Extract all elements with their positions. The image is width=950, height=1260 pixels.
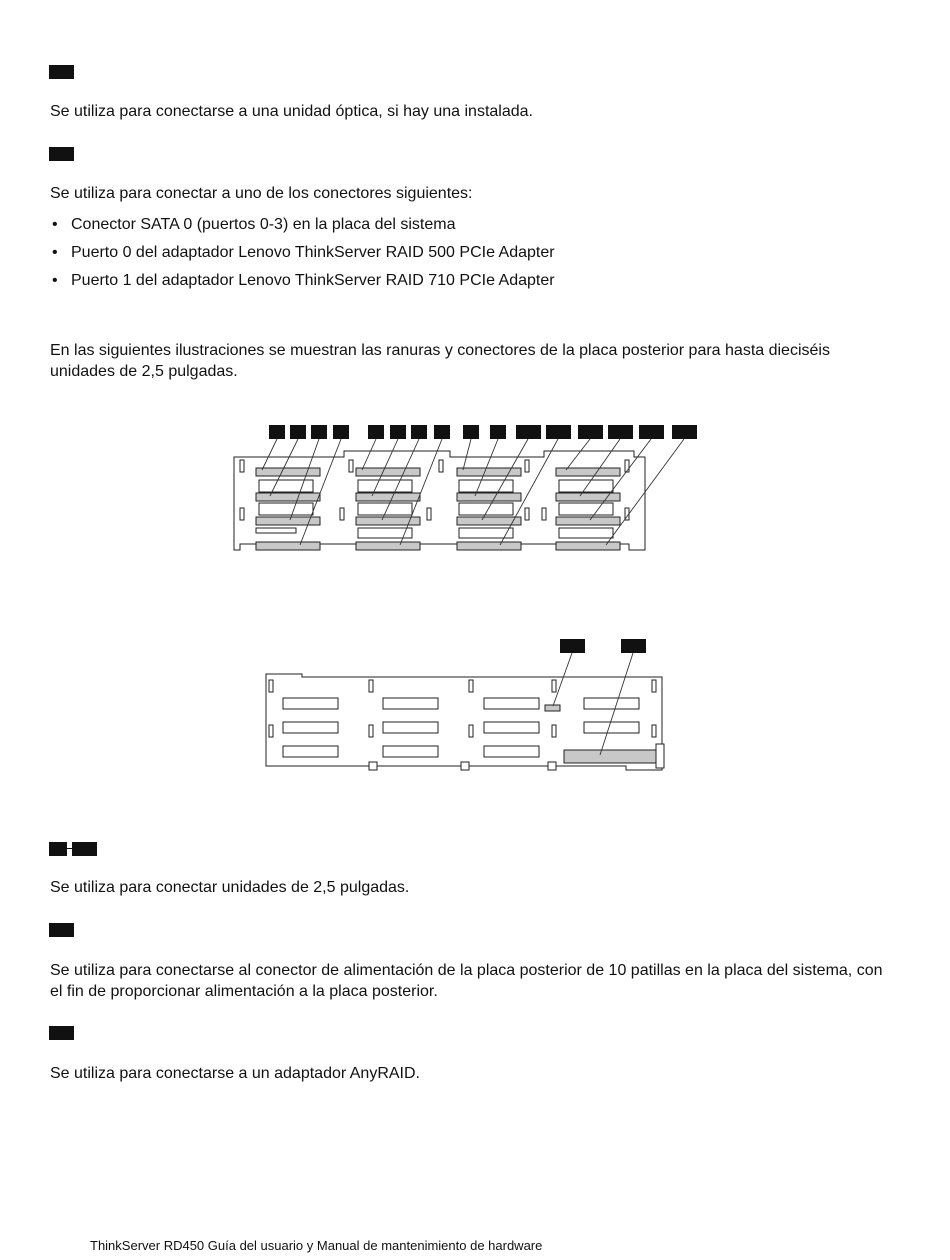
drive-connector: [256, 542, 320, 550]
drive-connector: [457, 493, 521, 501]
callout-marker: [546, 425, 571, 439]
callout-marker: [49, 923, 74, 937]
drive-connector: [457, 542, 521, 550]
alignment-notch: [525, 460, 529, 472]
alignment-notch: [461, 762, 469, 770]
callout-marker: [672, 425, 697, 439]
list-item: • Conector SATA 0 (puertos 0-3) en la placa del sistema: [50, 214, 555, 242]
drive-slot: [559, 503, 613, 515]
drive-connector: [556, 542, 620, 550]
drive-connector: [256, 468, 320, 476]
list-item: • Puerto 1 del adaptador Lenovo ThinkServer RAID 710 PCIe Adapter: [50, 270, 555, 298]
optical-drive-description: Se utiliza para conectarse a una unidad óptica, si hay una instalada.: [50, 103, 533, 120]
callout-marker: [578, 425, 603, 439]
drive-slot: [358, 480, 412, 492]
drive-slot: [559, 528, 613, 538]
alignment-notch: [542, 508, 546, 520]
drive-connector: [356, 468, 420, 476]
drive-slot: [383, 746, 438, 757]
drive-slot: [559, 480, 613, 492]
callout-marker: [621, 639, 646, 653]
power-connector-description: Se utiliza para conectarse al conector de alimentación de la placa posterior de 10 patillas en la placa del sistema, con el fin de proporcionar alimentación a la placa posterior.: [50, 962, 883, 1000]
callout-marker: [49, 842, 67, 856]
alignment-notch: [269, 725, 273, 737]
alignment-notch: [469, 680, 473, 692]
callout-marker: [390, 425, 406, 439]
drive-slot: [259, 503, 313, 515]
drive-slot: [459, 480, 513, 492]
alignment-notch: [548, 762, 556, 770]
callout-marker: [560, 639, 585, 653]
drive-slot: [259, 480, 313, 492]
alignment-notch: [369, 725, 373, 737]
callout-marker: [311, 425, 327, 439]
drive-connector: [556, 493, 620, 501]
drive-slot: [383, 722, 438, 733]
callout-marker: [49, 1026, 74, 1040]
alignment-notch: [349, 460, 353, 472]
alignment-notch: [240, 508, 244, 520]
drive-slot: [256, 528, 296, 533]
anyraid-connector-description: Se utiliza para conectarse a un adaptador AnyRAID.: [50, 1065, 420, 1082]
alignment-notch: [652, 680, 656, 692]
alignment-notch: [525, 508, 529, 520]
edge-connector: [656, 744, 664, 768]
callout-marker: [463, 425, 479, 439]
callout-marker: [368, 425, 384, 439]
callout-marker: [434, 425, 450, 439]
drive-slot: [484, 722, 539, 733]
alignment-notch: [469, 725, 473, 737]
alignment-notch: [552, 680, 556, 692]
callout-marker: [269, 425, 285, 439]
drive-slot: [484, 746, 539, 757]
callout-marker: [333, 425, 349, 439]
callout-marker: [72, 842, 97, 856]
callout-marker: [608, 425, 633, 439]
drive-connector: [556, 468, 620, 476]
alignment-notch: [427, 508, 431, 520]
alignment-notch: [240, 460, 244, 472]
callout-marker: [516, 425, 541, 439]
drive-slot: [283, 698, 338, 709]
alignment-notch: [652, 725, 656, 737]
connector-intro: Se utiliza para conectar a uno de los conectores siguientes:: [50, 185, 473, 202]
drive-connector: [256, 493, 320, 501]
drive-connector: [457, 468, 521, 476]
drive-slot: [283, 722, 338, 733]
drive-connector: [556, 517, 620, 525]
drive-slot: [484, 698, 539, 709]
callout-marker: [290, 425, 306, 439]
alignment-notch: [369, 680, 373, 692]
page-footer: ThinkServer RD450 Guía del usuario y Manual de mantenimiento de hardware: [90, 1238, 543, 1253]
drive-slot: [584, 722, 639, 733]
callout-marker: [639, 425, 664, 439]
drive-connector: [356, 542, 420, 550]
drive-connector: [356, 493, 420, 501]
callout-marker: [490, 425, 506, 439]
backplane-rear-figure: [266, 639, 664, 770]
power-connector: [545, 705, 560, 711]
alignment-notch: [552, 725, 556, 737]
drive-slot: [283, 746, 338, 757]
drive-slot: [358, 528, 412, 538]
drive-connector-description: Se utiliza para conectar unidades de 2,5 pulgadas.: [50, 879, 410, 896]
callout-marker: [411, 425, 427, 439]
drive-slot: [383, 698, 438, 709]
list-item: • Puerto 0 del adaptador Lenovo ThinkServer RAID 500 PCIe Adapter: [50, 242, 555, 270]
alignment-notch: [269, 680, 273, 692]
alignment-notch: [439, 460, 443, 472]
drive-slot: [584, 698, 639, 709]
illustration-intro: En las siguientes ilustraciones se muestran las ranuras y conectores de la placa posterior para hasta dieciséis unidades de 2,5 pulgadas.: [50, 342, 830, 380]
alignment-notch: [369, 762, 377, 770]
anyraid-connector: [564, 750, 656, 763]
alignment-notch: [340, 508, 344, 520]
